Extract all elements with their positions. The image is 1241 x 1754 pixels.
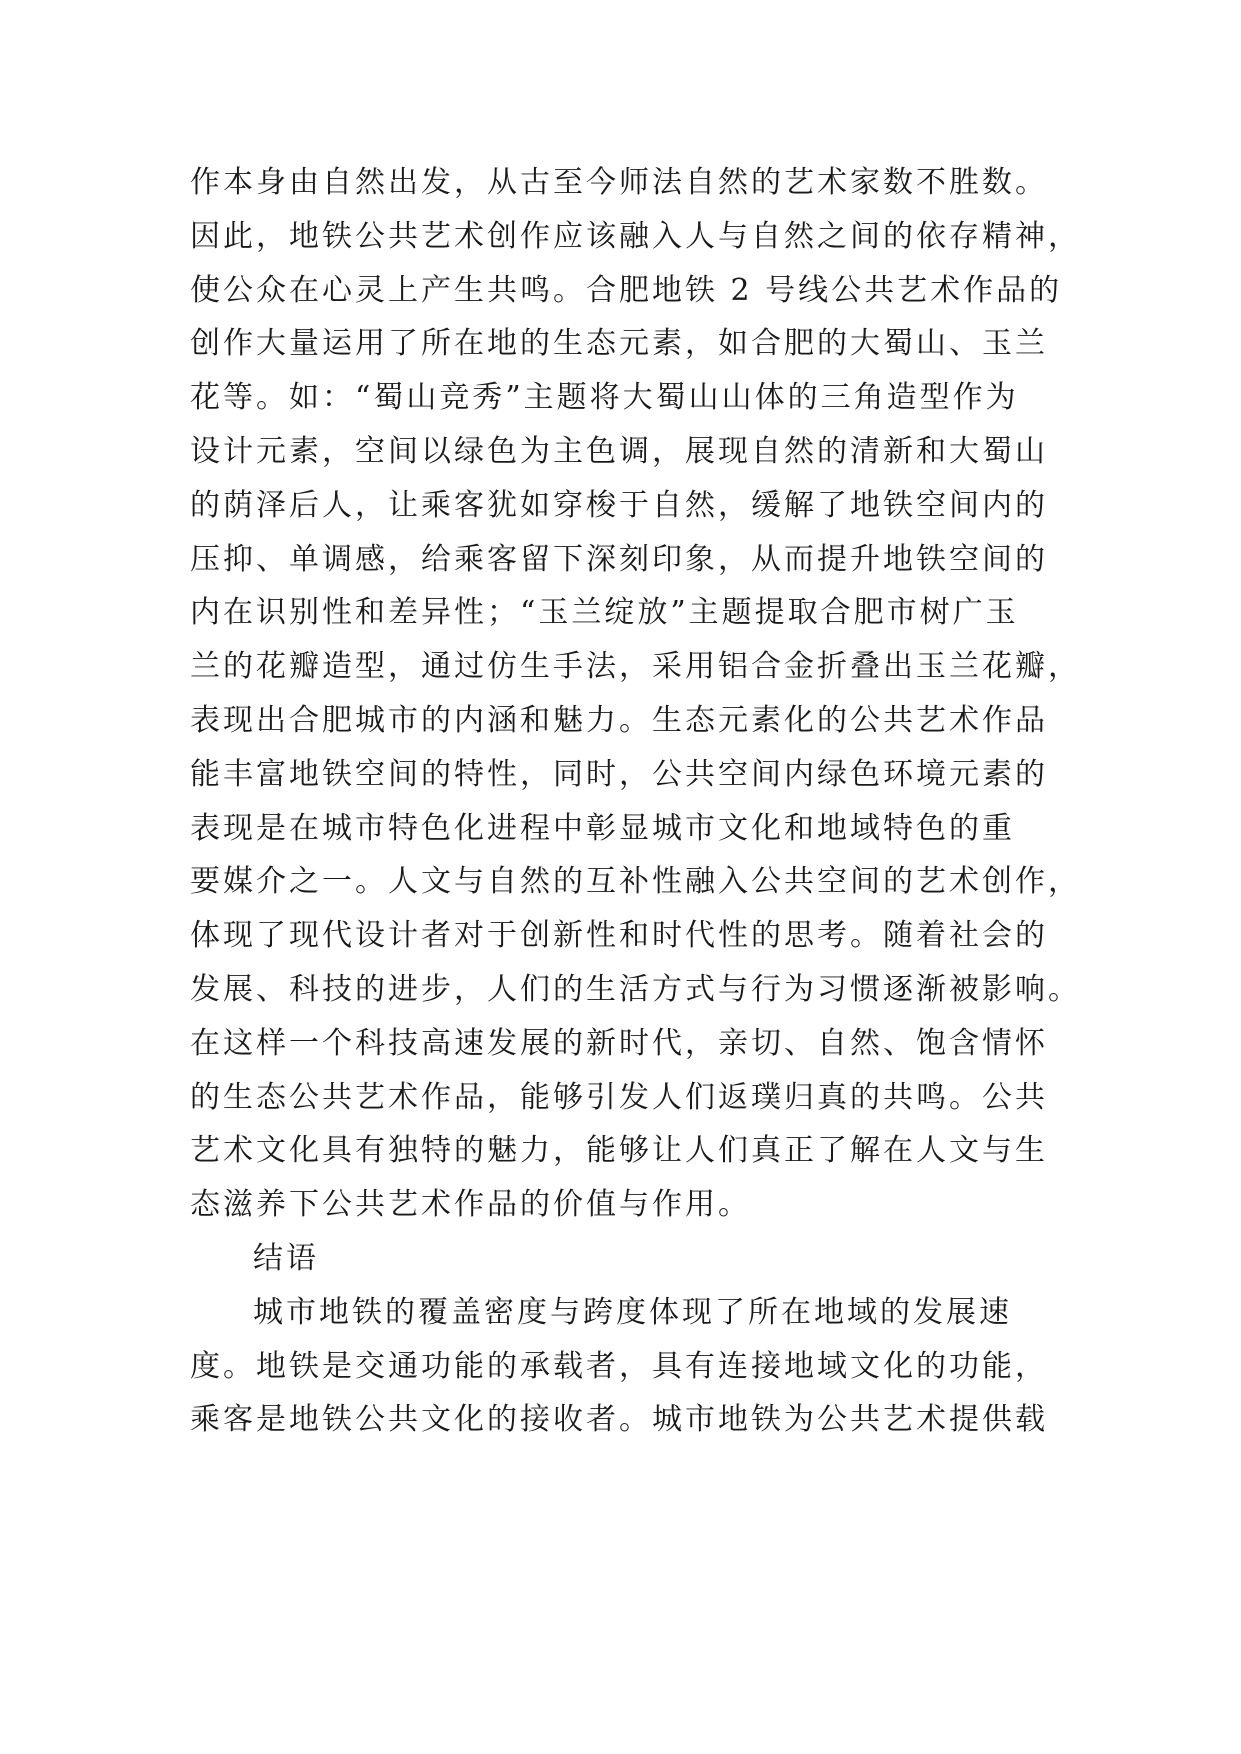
text-line: 使公众在心灵上产生共鸣。合肥地铁 2 号线公共艺术作品的	[190, 272, 1063, 308]
body-text	[190, 156, 1090, 1447]
text-line: 态滋养下公共艺术作品的价值与作用。	[190, 1187, 751, 1223]
text-line: 艺术文化具有独特的魅力，能够让人们真正了解在人文与生	[190, 1133, 1048, 1169]
text-line: 设计元素，空间以绿色为主色调，展现自然的清新和大蜀山	[190, 433, 1048, 469]
text-line: 的生态公共艺术作品，能够引发人们返璞归真的共鸣。公共	[190, 1079, 1048, 1115]
text-line: 因此，地铁公共艺术创作应该融入人与自然之间的依存精神，	[190, 218, 1081, 254]
text-line: 发展、科技的进步，人们的生活方式与行为习惯逐渐被影响。	[190, 971, 1081, 1007]
text-line: 压抑、单调感，给乘客留下深刻印象，从而提升地铁空间的	[190, 541, 1048, 577]
text-line: 在这样一个科技高速发展的新时代，亲切、自然、饱含情怀	[190, 1025, 1048, 1061]
text-line: 城市地铁的覆盖密度与跨度体现了所在地域的发展速	[253, 1294, 1012, 1330]
text-line: 能丰富地铁空间的特性，同时，公共空间内绿色环境元素的	[190, 756, 1048, 792]
text-line: 要媒介之一。人文与自然的互补性融入公共空间的艺术创作，	[190, 864, 1081, 900]
text-line: 乘客是地铁公共文化的接收者。城市地铁为公共艺术提供载	[190, 1402, 1048, 1438]
text-line: 创作大量运用了所在地的生态元素，如合肥的大蜀山、玉兰	[190, 326, 1048, 362]
text-line: 表现是在城市特色化进程中彰显城市文化和地域特色的重	[190, 810, 1015, 846]
section-heading: 结语	[253, 1240, 319, 1276]
text-line: 的荫泽后人，让乘客犹如穿梭于自然，缓解了地铁空间内的	[190, 487, 1048, 523]
text-line: 体现了现代设计者对于创新性和时代性的思考。随着社会的	[190, 918, 1048, 954]
text-line: 作本身由自然出发，从古至今师法自然的艺术家数不胜数。	[190, 165, 1048, 200]
text-line: 花等。如：“蜀山竞秀”主题将大蜀山山体的三角造型作为	[190, 380, 1019, 416]
text-line: 兰的花瓣造型，通过仿生手法，采用铝合金折叠出玉兰花瓣，	[190, 649, 1081, 685]
text-line: 度。地铁是交通功能的承载者，具有连接地域文化的功能，	[190, 1348, 1048, 1384]
text-line: 表现出合肥城市的内涵和魅力。生态元素化的公共艺术作品	[190, 702, 1048, 738]
text-line: 内在识别性和差异性；“玉兰绽放”主题提取合肥市树广玉	[190, 595, 1019, 631]
